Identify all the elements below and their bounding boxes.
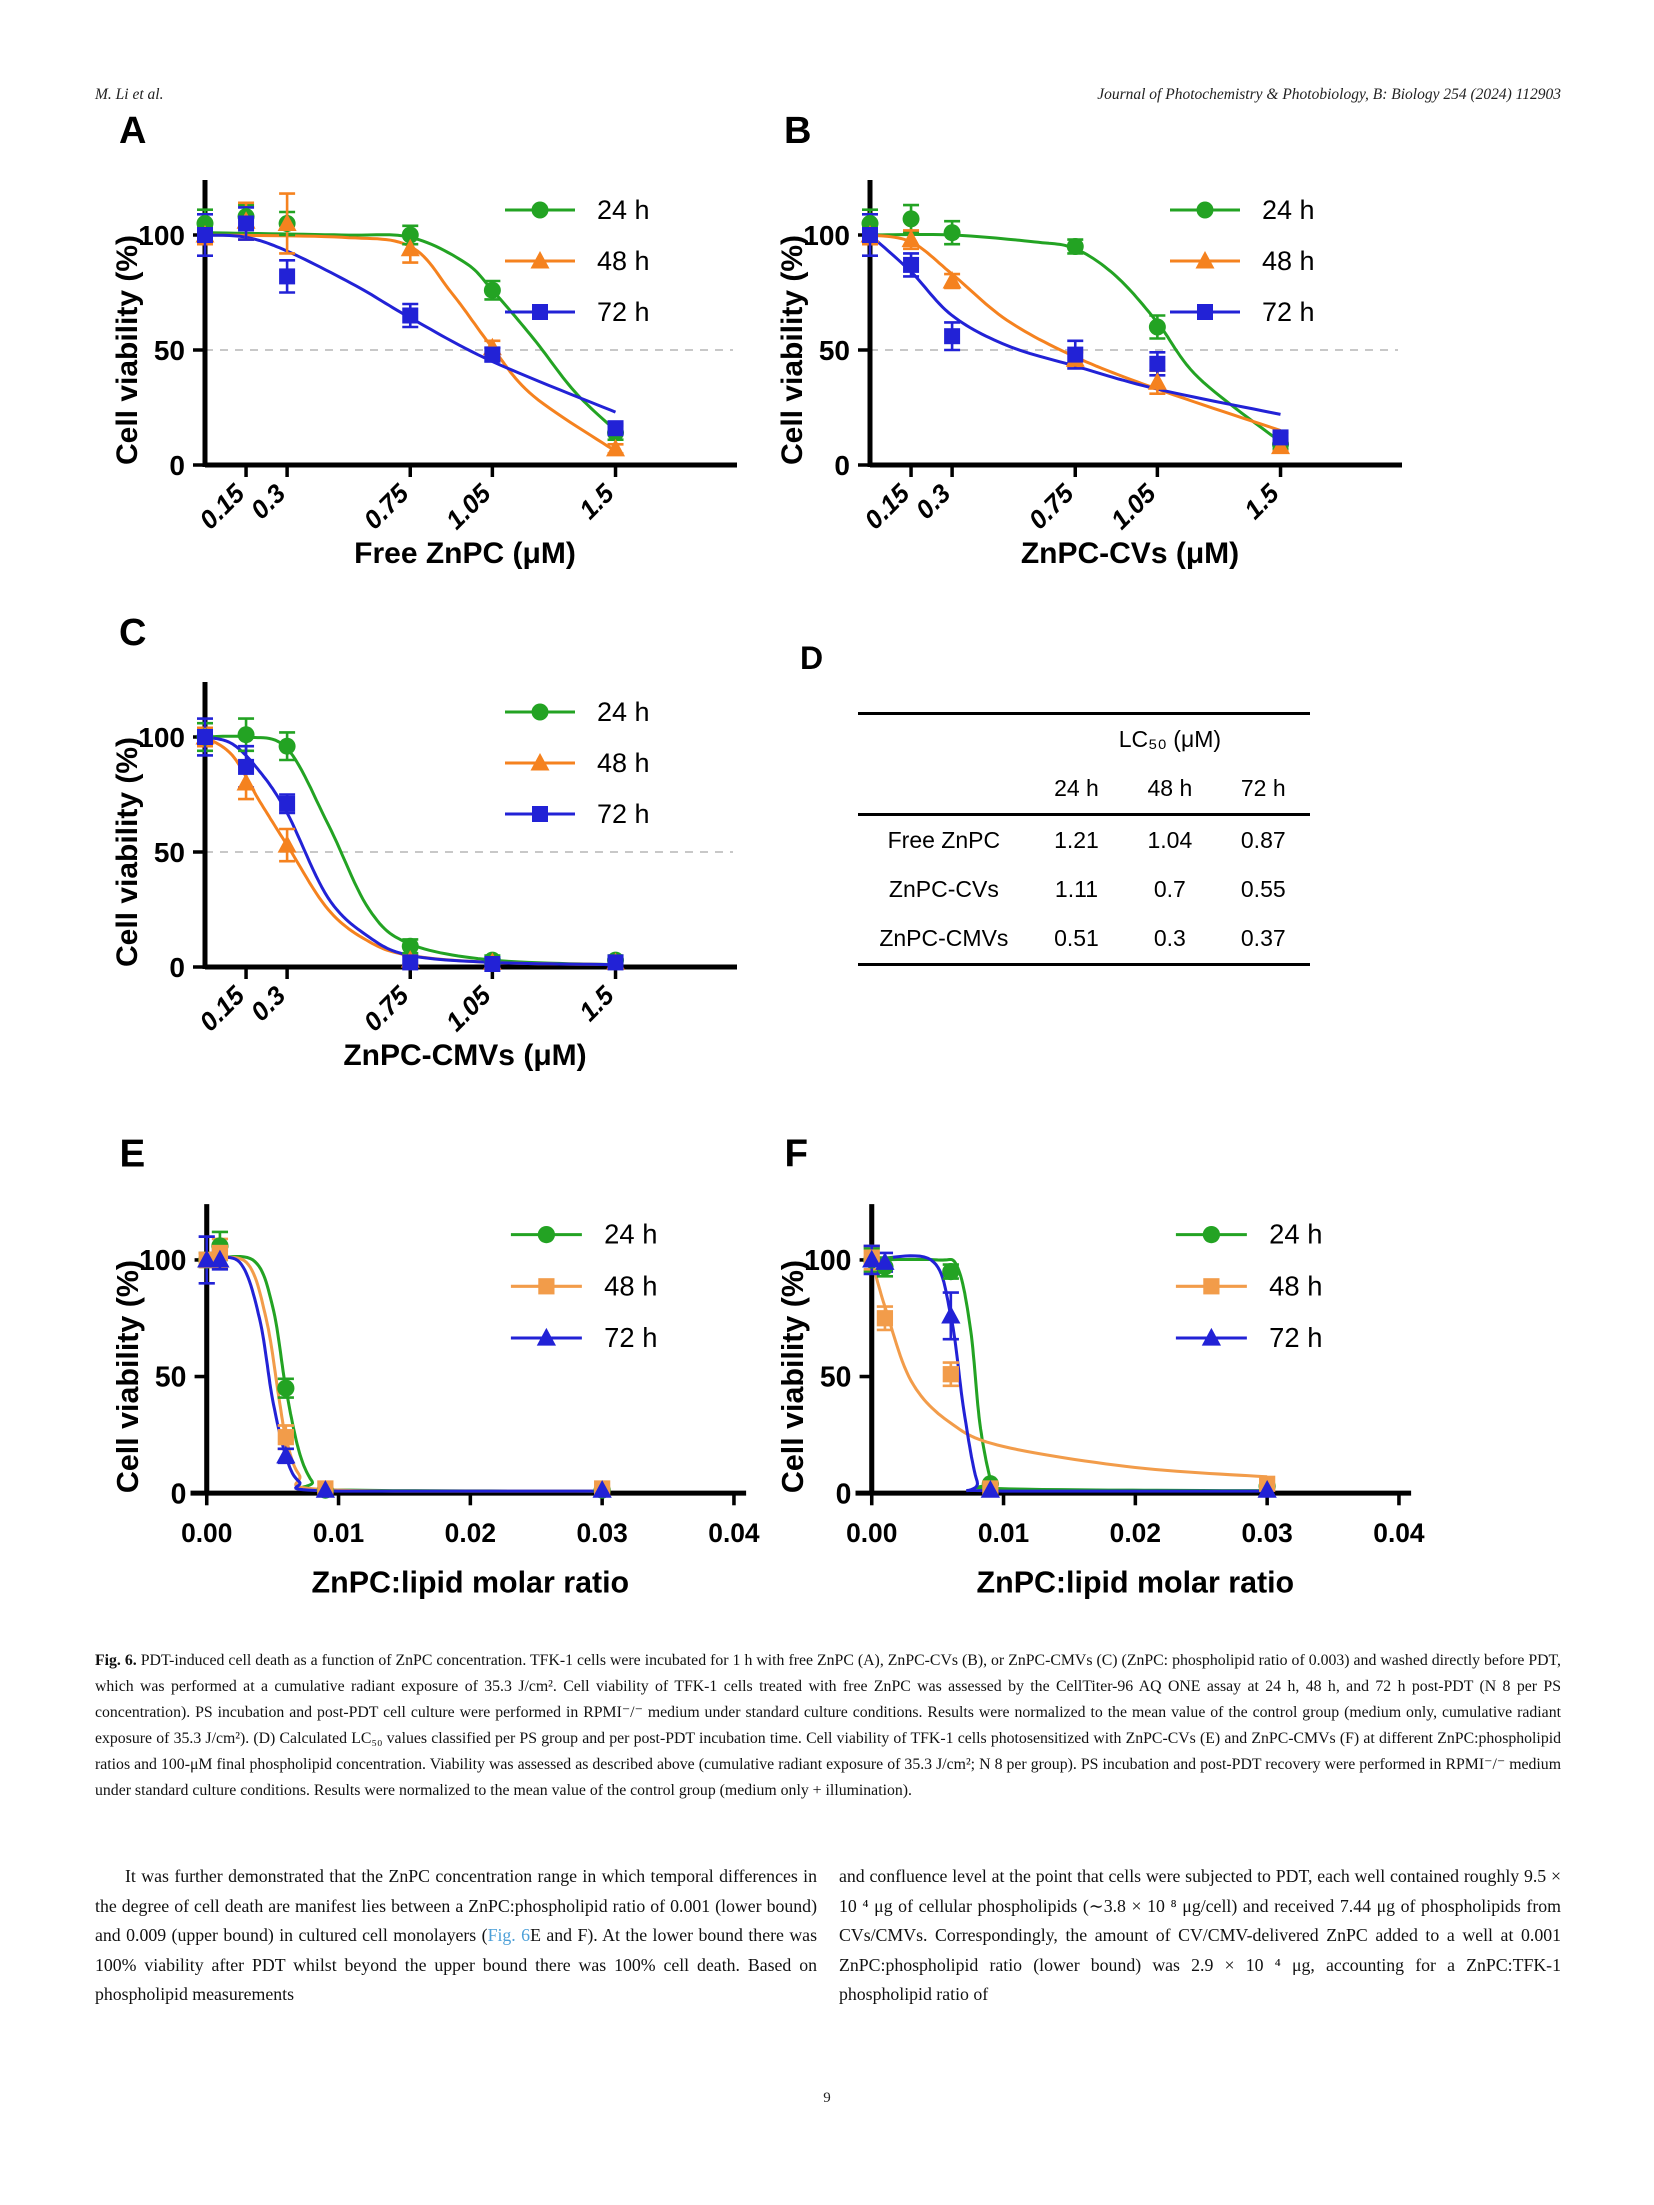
x-tick-label: 0.15 bbox=[193, 478, 251, 536]
table-column-headers bbox=[858, 764, 1310, 815]
x-tick-label: 0.75 bbox=[1022, 478, 1080, 536]
legend-label: 24 h bbox=[597, 195, 650, 225]
legend-entry-72 h bbox=[505, 297, 650, 327]
y-axis-title: Cell viability (%) bbox=[111, 736, 144, 968]
legend-entry-48 h bbox=[1176, 1270, 1323, 1301]
x-tick-label: 0.03 bbox=[1241, 1517, 1293, 1548]
series-72 h bbox=[197, 729, 624, 972]
legend-entry-48 h bbox=[511, 1270, 658, 1301]
y-axis-title: Cell viability (%) bbox=[776, 234, 809, 466]
fit-curve-48 h bbox=[205, 737, 616, 965]
series-24 h bbox=[198, 1237, 611, 1498]
y-tick-label: 100 bbox=[138, 722, 185, 753]
x-tick-label: 0.04 bbox=[1373, 1517, 1425, 1548]
y-tick-label: 0 bbox=[169, 952, 185, 983]
figure-caption bbox=[95, 1648, 1561, 1804]
column-header: 48 h bbox=[1123, 764, 1216, 815]
legend-label: 24 h bbox=[1269, 1218, 1323, 1250]
legend-entry-72 h bbox=[1170, 297, 1315, 327]
x-axis-title: ZnPC-CVs (μM) bbox=[1020, 537, 1240, 570]
lc50-header: LC₅₀ (μM) bbox=[1118, 726, 1222, 752]
series-24 h bbox=[862, 210, 1290, 452]
x-tick-label: 0.75 bbox=[357, 478, 415, 536]
lc50-value: 0.87 bbox=[1240, 827, 1286, 853]
x-tick-label: 0.03 bbox=[576, 1517, 628, 1548]
figure-6-link[interactable]: Fig. 6 bbox=[487, 1925, 531, 1945]
legend-label: 48 h bbox=[604, 1270, 658, 1302]
y-tick-label: 100 bbox=[138, 220, 185, 251]
x-tick-label: 0.3 bbox=[244, 478, 292, 525]
legend-label: 24 h bbox=[604, 1218, 658, 1250]
fit-curve-48 h bbox=[205, 235, 616, 451]
x-axis-title: ZnPC:lipid molar ratio bbox=[976, 1565, 1295, 1600]
y-tick-label: 0 bbox=[834, 450, 850, 481]
x-tick-label: 1.5 bbox=[1237, 478, 1285, 525]
legend-label: 72 h bbox=[1262, 297, 1315, 327]
legend-entry-24 h bbox=[1176, 1219, 1323, 1250]
lc50-value: 0.7 bbox=[1153, 876, 1186, 902]
row-label: Free ZnPC bbox=[887, 827, 1001, 853]
panel-label: C bbox=[119, 612, 147, 654]
header-journal: Journal of Photochemistry & Photobiology, B: Biology 254 (2024) 112903 bbox=[1097, 86, 1561, 103]
legend-label: 48 h bbox=[597, 246, 650, 276]
lc50-value: 0.3 bbox=[1153, 925, 1186, 951]
axes bbox=[191, 1204, 747, 1495]
x-tick-label: 0.01 bbox=[312, 1517, 365, 1548]
x-tick-label: 0.3 bbox=[909, 478, 957, 525]
lc50-value: 1.11 bbox=[1054, 876, 1098, 902]
y-tick-label: 100 bbox=[139, 1245, 187, 1278]
lc50-table bbox=[858, 712, 1310, 966]
lc50-value: 0.51 bbox=[1054, 925, 1099, 951]
legend-entry-48 h bbox=[1170, 246, 1315, 276]
legend-label: 48 h bbox=[1269, 1270, 1323, 1302]
y-tick-label: 50 bbox=[154, 1361, 187, 1394]
x-tick-label: 1.5 bbox=[572, 478, 620, 525]
chart-panel-f bbox=[770, 1118, 1450, 1630]
legend-entry-72 h bbox=[505, 799, 650, 829]
y-tick-label: 50 bbox=[153, 837, 185, 868]
lc50-value: 1.21 bbox=[1054, 827, 1099, 853]
x-axis-title: ZnPC:lipid molar ratio bbox=[311, 1565, 630, 1600]
x-tick-label: 0.02 bbox=[444, 1517, 497, 1548]
legend-label: 24 h bbox=[597, 697, 650, 727]
y-tick-label: 100 bbox=[803, 220, 850, 251]
x-tick-label: 0.15 bbox=[858, 478, 916, 536]
chart-panel-b bbox=[770, 95, 1440, 600]
chart-panel-c bbox=[105, 597, 775, 1102]
x-tick-label: 0.75 bbox=[357, 980, 415, 1038]
caption-label: Fig. 6. bbox=[95, 1652, 137, 1669]
legend-entry-72 h bbox=[1176, 1322, 1323, 1353]
legend-label: 72 h bbox=[604, 1322, 658, 1354]
column-header: 72 h bbox=[1217, 764, 1310, 815]
lc50-value: 1.04 bbox=[1147, 827, 1193, 853]
body-left-text: It was further demonstrated that the ZnPC concentration range in which temporal differences in the degree of cell death are manifest lies between a ZnPC:phospholipid ratio of 0.001 (lower bound) and 0.009 (upper bound) in cultured cell monolayers ( bbox=[95, 1866, 817, 1945]
panel-label: B bbox=[784, 110, 812, 152]
series-48 h bbox=[196, 211, 626, 456]
y-axis-title: Cell viability (%) bbox=[110, 1259, 145, 1494]
legend-entry-24 h bbox=[505, 697, 650, 727]
x-tick-label: 0.00 bbox=[181, 1517, 233, 1548]
fit-curve-24 h bbox=[205, 736, 616, 965]
legend-label: 48 h bbox=[1262, 246, 1315, 276]
y-tick-label: 50 bbox=[153, 335, 185, 366]
legend-entry-72 h bbox=[511, 1322, 658, 1353]
x-tick-label: 0.3 bbox=[244, 980, 292, 1027]
legend-entry-48 h bbox=[505, 246, 650, 276]
x-tick-label: 1.05 bbox=[439, 478, 497, 536]
body-column-left bbox=[95, 1862, 817, 2010]
legend-entry-24 h bbox=[505, 195, 650, 225]
x-tick-label: 1.5 bbox=[572, 980, 620, 1027]
page-number: 9 bbox=[823, 2090, 831, 2106]
legend-entry-24 h bbox=[511, 1219, 658, 1250]
caption-text: PDT-induced cell death as a function of ZnPC concentration. TFK-1 cells were incubated for 1 h with free ZnPC (A), ZnPC-CVs (B), or ZnPC-CMVs (C) (ZnPC: phospholipid ratio of 0.003) and washed directly before PDT, which was performed at a cumulative radiant exposure of 35.3 J/cm². Cell viability of TFK-1 cells treated with free ZnPC was assessed by the CellTiter-96 AQ ONE assay at 24 h, 48 h, and 72 h post-PDT (N 8 per PS concentration). PS incubation and post-PDT cell culture were performed in RPMI⁻/⁻ medium under standard culture conditions. Results were normalized to the mean value of the control group (medium only, cumulative radiant exposure of 35.3 J/cm²). (D) Calculated LC₅₀ values classified per PS group and per post-PDT incubation time. Cell viability of TFK-1 cells photosensitized with ZnPC-CVs (E) and ZnPC-CMVs (F) at different ZnPC:phospholipid ratios and 100-μM final phospholipid concentration. Viability was assessed as described above (cumulative radiant exposure of 35.3 J/cm²; N 8 per group). PS incubation and post-PDT recovery were performed in RPMI⁻/⁻ medium under standard culture conditions. Results were normalized to the mean value of the control group (medium only + illumination). bbox=[95, 1652, 1561, 1799]
panel-label: A bbox=[119, 110, 147, 152]
body-column-right bbox=[839, 1862, 1561, 2010]
row-label: ZnPC-CVs bbox=[888, 876, 999, 902]
legend-entry-24 h bbox=[1170, 195, 1315, 225]
y-tick-label: 50 bbox=[819, 1361, 852, 1394]
legend-label: 72 h bbox=[1269, 1322, 1323, 1354]
y-tick-label: 100 bbox=[804, 1245, 852, 1278]
panel-C-svg bbox=[105, 597, 775, 1102]
x-tick-label: 0.04 bbox=[708, 1517, 760, 1548]
y-tick-label: 0 bbox=[835, 1478, 852, 1511]
x-axis-title: ZnPC-CMVs (μM) bbox=[343, 1039, 587, 1072]
legend-label: 72 h bbox=[597, 297, 650, 327]
body-right-text: and confluence level at the point that cells were subjected to PDT, each well contained roughly 9.5 × 10 ⁴ μg of cellular phospholipids (∼3.8 × 10 ⁸ μg/cell) and received 7.44 μg of phospholipids from CVs/CMVs. Correspondingly, the amount of CV/CMV-delivered ZnPC added to a well at 0.001 ZnPC:phospholipid ratio (lower bound) was 2.9 × 10 ⁴ μg, accounting for a ZnPC:TFK-1 phospholipid ratio of bbox=[839, 1866, 1561, 2004]
chart-panel-a bbox=[105, 95, 775, 600]
panel-A-svg bbox=[105, 95, 775, 600]
panel-E-svg bbox=[105, 1118, 785, 1630]
x-tick-label: 0.00 bbox=[846, 1517, 898, 1548]
axes bbox=[856, 1204, 1412, 1495]
y-tick-label: 0 bbox=[170, 1478, 187, 1511]
body-left-text-cont: E and F). At the lower bound there was 100% viability after PDT whilst beyond the upper bound there was 100% cell death. Based on phospholipid measurements bbox=[95, 1925, 817, 2004]
y-tick-label: 50 bbox=[818, 335, 850, 366]
y-axis-title: Cell viability (%) bbox=[111, 234, 144, 466]
axes bbox=[205, 682, 737, 969]
lc50-value: 0.37 bbox=[1240, 925, 1286, 951]
panel-label: F bbox=[784, 1132, 809, 1176]
x-tick-label: 0.02 bbox=[1109, 1517, 1162, 1548]
legend-label: 24 h bbox=[1262, 195, 1315, 225]
chart-panel-e bbox=[105, 1118, 785, 1630]
lc50-value: 0.55 bbox=[1240, 876, 1286, 902]
row-label: ZnPC-CMVs bbox=[879, 925, 1009, 951]
x-tick-label: 0.15 bbox=[193, 980, 251, 1038]
fit-curve-72 h bbox=[205, 737, 616, 965]
table-group-header bbox=[858, 714, 1310, 765]
column-header: 24 h bbox=[1030, 764, 1123, 815]
panel-label: E bbox=[119, 1132, 146, 1176]
panel-label-d: D bbox=[800, 640, 824, 676]
legend-entry-48 h bbox=[505, 748, 650, 778]
x-tick-label: 0.01 bbox=[977, 1517, 1030, 1548]
legend-label: 72 h bbox=[597, 799, 650, 829]
x-axis-title: Free ZnPC (μM) bbox=[354, 537, 576, 570]
table-row bbox=[858, 865, 1310, 914]
panel-B-svg bbox=[770, 95, 1440, 600]
table-row bbox=[858, 815, 1310, 866]
table-row bbox=[858, 914, 1310, 965]
y-tick-label: 0 bbox=[169, 450, 185, 481]
y-axis-title: Cell viability (%) bbox=[775, 1259, 810, 1494]
x-tick-label: 1.05 bbox=[1104, 478, 1162, 536]
header-authors: M. Li et al. bbox=[95, 86, 164, 103]
panel-F-svg bbox=[770, 1118, 1450, 1630]
legend-label: 48 h bbox=[597, 748, 650, 778]
x-tick-label: 1.05 bbox=[439, 980, 497, 1038]
